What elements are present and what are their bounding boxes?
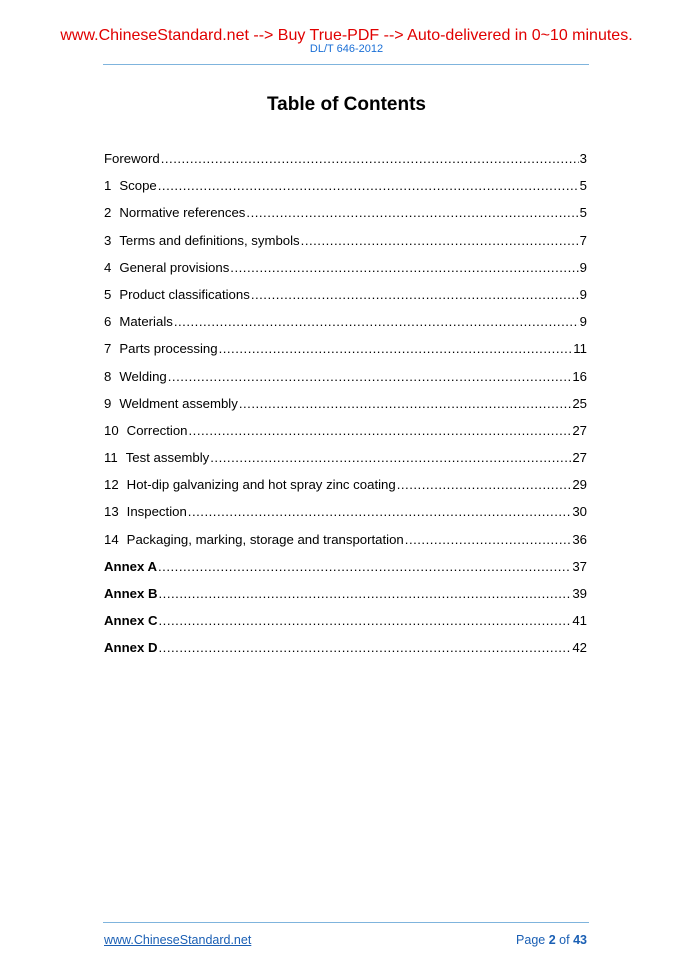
toc-entry-label: Hot-dip galvanizing and hot spray zinc coating [126, 477, 396, 493]
toc-entry-page: 41 [572, 613, 587, 629]
toc-entry-label: Annex C [104, 613, 158, 629]
toc-leader-dots [158, 176, 579, 196]
toc-entry-label: Annex A [104, 558, 158, 574]
toc-leader-dots [246, 203, 578, 223]
toc-leader-dots [158, 557, 571, 577]
toc-leader-dots [239, 394, 571, 414]
toc-leader-dots [230, 258, 578, 278]
toc-leader-dots [159, 584, 572, 604]
toc-entry-6[interactable] [104, 312, 587, 339]
toc-entry-number: 7 [104, 341, 112, 357]
toc-entry-label: Welding [119, 368, 167, 384]
toc-entry-13[interactable] [104, 502, 587, 529]
toc-entry-label: Terms and definitions, symbols [119, 232, 300, 248]
toc-entry-page: 25 [572, 395, 587, 411]
toc-entry-label: Scope [119, 178, 157, 194]
toc-leader-dots [210, 448, 571, 468]
toc-entry-label: Parts processing [119, 341, 218, 357]
toc-entry-label: Normative references [119, 205, 246, 221]
toc-entry-page: 9 [579, 286, 587, 302]
toc-entry-2[interactable] [104, 203, 587, 230]
toc-entry-number: 14 [104, 531, 119, 547]
header-divider [103, 64, 589, 65]
footer-divider [103, 922, 589, 923]
toc-entry-number: 6 [104, 314, 112, 330]
toc-entry-page: 27 [572, 450, 587, 466]
toc-entry-label: Packaging, marking, storage and transportation [126, 531, 404, 547]
toc-entry-label: Foreword [104, 151, 160, 166]
toc-entry-page: 3 [579, 151, 587, 166]
total-page-count: 43 [573, 933, 587, 947]
table-of-contents [104, 149, 587, 666]
page-title: Table of Contents [266, 94, 427, 115]
toc-entry-number: 5 [104, 286, 112, 302]
toc-entry-11[interactable] [104, 448, 587, 475]
toc-entry-label: Annex D [104, 640, 158, 656]
toc-entry-9[interactable] [104, 394, 587, 421]
toc-entry-number: 2 [104, 205, 112, 221]
toc-entry-page: 29 [572, 477, 587, 493]
toc-entry-page: 7 [579, 232, 587, 248]
purchase-banner: www.ChineseStandard.net --> Buy True-PDF --> Auto-delivered in 0~10 minutes. [60, 27, 633, 44]
toc-entry-page: 36 [572, 531, 587, 547]
current-page-number: 2 [548, 933, 556, 947]
toc-entry-annex-b[interactable] [104, 584, 587, 611]
page-indicator [516, 933, 587, 948]
page-prefix: Page [516, 933, 546, 947]
toc-entry-label: Annex B [104, 586, 158, 601]
toc-entry-8[interactable] [104, 367, 587, 394]
toc-entry-label: Weldment assembly [119, 395, 238, 411]
toc-entry-number: 4 [104, 259, 112, 275]
toc-leader-dots [251, 285, 579, 305]
toc-entry-annex-d[interactable] [104, 638, 587, 665]
toc-entry-page: 9 [579, 259, 587, 275]
toc-leader-dots [188, 502, 572, 522]
toc-entry-number: 9 [104, 395, 112, 411]
toc-entry-page: 30 [572, 504, 587, 520]
toc-entry-page: 16 [572, 368, 587, 384]
toc-entry-page: 39 [572, 586, 587, 601]
document-code: DL/T 646-2012 [309, 43, 384, 55]
toc-entry-4[interactable] [104, 258, 587, 285]
toc-entry-annex-c[interactable] [104, 611, 587, 638]
toc-entry-foreword[interactable] [104, 149, 587, 176]
toc-entry-page: 5 [579, 205, 587, 221]
footer-website-link[interactable]: www.ChineseStandard.net [104, 933, 252, 947]
toc-entry-label: Inspection [126, 504, 187, 520]
toc-leader-dots [405, 530, 572, 550]
toc-entry-page: 5 [579, 178, 587, 194]
toc-entry-annex-a[interactable] [104, 557, 587, 584]
toc-entry-14[interactable] [104, 530, 587, 557]
toc-entry-label: Test assembly [125, 450, 210, 466]
toc-entry-page: 27 [572, 422, 587, 438]
toc-entry-number: 11 [104, 450, 118, 466]
toc-entry-label: Materials [119, 314, 173, 330]
page-of: of [559, 933, 570, 947]
toc-entry-number: 10 [104, 422, 119, 438]
toc-entry-10[interactable] [104, 421, 587, 448]
toc-entry-number: 13 [104, 504, 119, 520]
toc-entry-page: 11 [573, 341, 587, 357]
toc-leader-dots [301, 231, 579, 251]
toc-entry-number: 8 [104, 368, 112, 384]
toc-leader-dots [189, 421, 572, 441]
toc-entry-page: 9 [579, 314, 587, 330]
toc-entry-5[interactable] [104, 285, 587, 312]
toc-entry-label: Correction [126, 422, 188, 438]
toc-entry-number: 3 [104, 232, 112, 248]
toc-leader-dots [174, 312, 579, 332]
toc-entry-label: Product classifications [119, 286, 250, 302]
toc-leader-dots [168, 367, 572, 387]
toc-entry-number: 12 [104, 477, 119, 493]
toc-leader-dots [159, 638, 572, 658]
toc-entry-number: 1 [104, 178, 112, 194]
toc-entry-1[interactable] [104, 176, 587, 203]
toc-entry-page: 42 [572, 640, 587, 656]
toc-leader-dots [219, 339, 573, 359]
toc-entry-7[interactable] [104, 339, 587, 366]
toc-leader-dots [397, 475, 572, 495]
toc-entry-12[interactable] [104, 475, 587, 502]
toc-leader-dots [161, 149, 579, 169]
toc-entry-page: 37 [572, 558, 587, 574]
toc-leader-dots [159, 611, 572, 631]
toc-entry-label: General provisions [119, 259, 230, 275]
toc-entry-3[interactable] [104, 231, 587, 258]
